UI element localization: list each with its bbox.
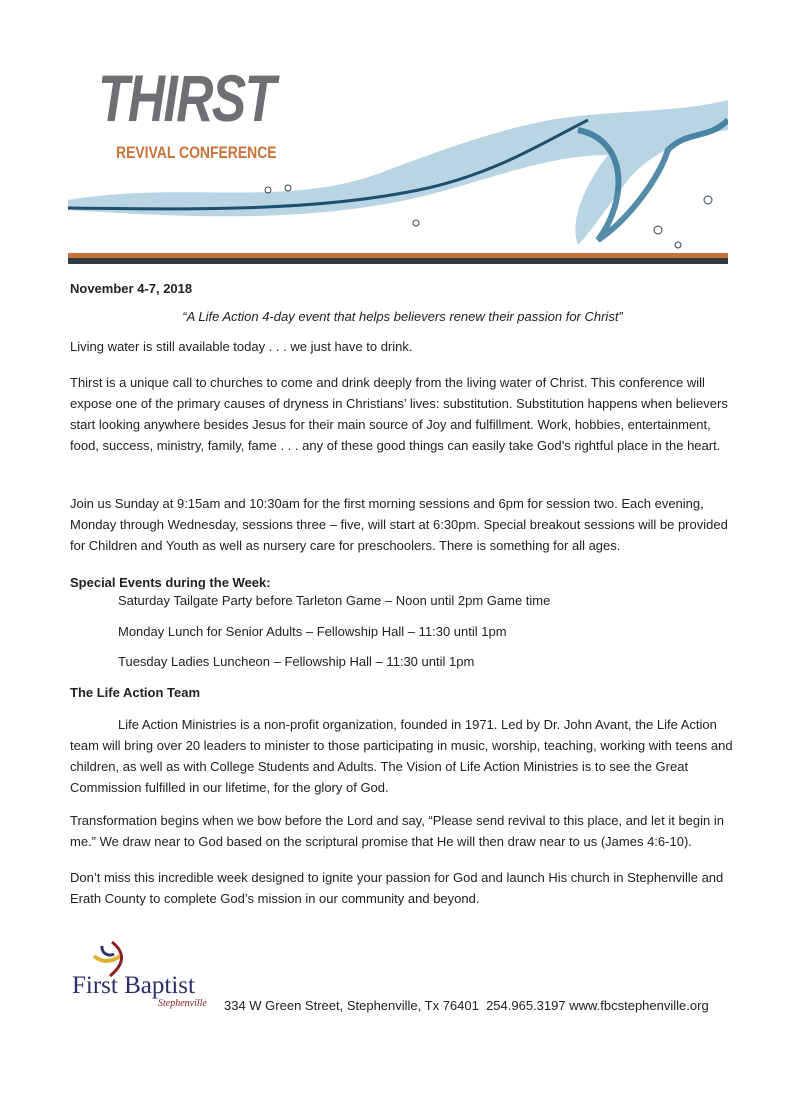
event-date: November 4-7, 2018	[70, 281, 193, 296]
team-paragraph: Life Action Ministries is a non-profit organization, founded in 1971. Led by Dr. John Avant, the Life Action team will bring over 20 leaders to minister to those participating in music, worship, teaching, working with teens and children, as well as with College Students and Adults. The Vision of Life Action Ministries is to see the Great Commission fulfilled in our lifetime, for the glory of God.	[70, 717, 733, 795]
footer	[70, 940, 730, 1020]
schedule-paragraph: Join us Sunday at 9:15am and 10:30am for the first morning sessions and 6pm for session two. Each evening, Monday through Wednesday, sessions three – five, will start at 6:30pm. Special breakout sessions will be provided for Children and Youth as well as nursery care for preschoolers. There is something for all ages.	[70, 496, 728, 553]
description-paragraph: Thirst is a unique call to churches to come and drink deeply from the living water of Christ. This conference will expose one of the primary causes of dryness in Christians’ lives: substitution. Substitution happens when believers start looking anywhere besides Jesus for their main source of Joy and fulfillment. Work, hobbies, entertainment, food, success, ministry, family, fame . . . any of these good things can easily take God’s rightful place in the heart.	[70, 375, 728, 453]
contact-info: 334 W Green Street, Stephenville, Tx 76401 254.965.3197 www.fbcstephenville.org	[224, 998, 709, 1013]
team-heading: The Life Action Team	[70, 685, 201, 700]
logo-name: First Baptist	[72, 972, 195, 999]
closing-paragraph: Don’t miss this incredible week designed to ignite your passion for God and launch His church in Stephenville and Erath County to complete God’s mission in our community and beyond.	[70, 870, 724, 906]
logo-city: Stephenville	[158, 998, 207, 1009]
transformation-paragraph: Transformation begins when we bow before the Lord and say, “Please send revival to this place, and let it begin in me.” We draw near to God based on the scriptural promise that He will then draw near to us (James 4:6-10).	[70, 813, 724, 849]
event-item: Saturday Tailgate Party before Tarleton Game – Noon until 2pm Game time	[118, 593, 551, 608]
tagline-quote: “A Life Action 4-day event that helps believers renew their passion for Christ”	[182, 309, 623, 324]
banner-subtitle: REVIVAL CONFERENCE	[116, 143, 277, 162]
thirst-banner	[68, 60, 728, 265]
banner-title: THIRST	[98, 61, 275, 135]
events-heading: Special Events during the Week:	[70, 575, 271, 590]
event-item: Tuesday Ladies Luncheon – Fellowship Hall – 11:30 until 1pm	[118, 654, 475, 669]
intro-paragraph: Living water is still available today . . . we just have to drink.	[70, 339, 413, 354]
event-item: Monday Lunch for Senior Adults – Fellowship Hall – 11:30 until 1pm	[118, 624, 507, 639]
